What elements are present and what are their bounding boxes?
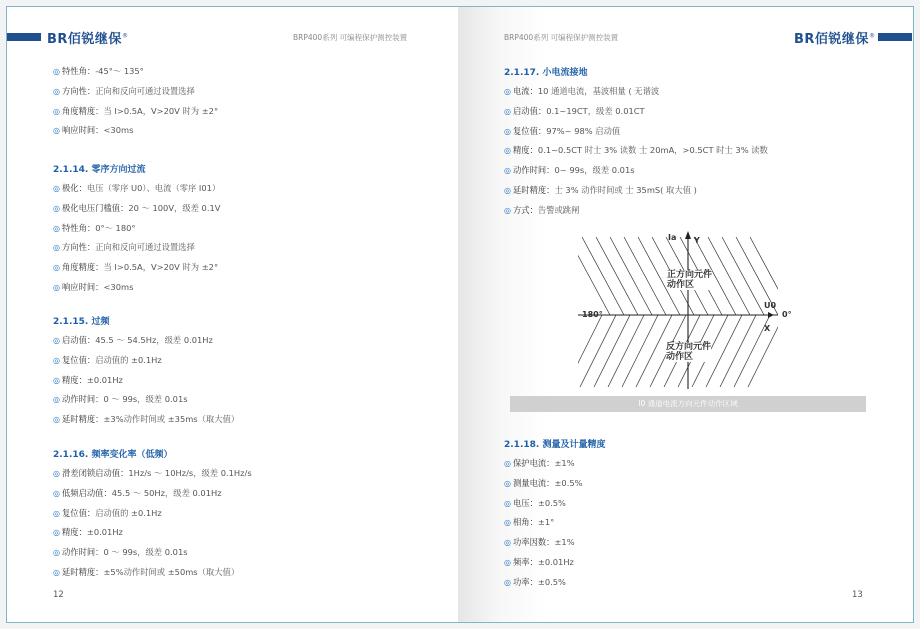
spec-value: 士 3% 动作时间或 士 35mS( 取大值 ) xyxy=(554,185,697,195)
zone-chart xyxy=(578,227,778,392)
spec-value: -45°～ 135° xyxy=(95,66,144,76)
spec-item xyxy=(53,241,195,253)
spec-item xyxy=(53,334,213,346)
spec-item xyxy=(504,497,566,509)
bullet-icon: ◎ xyxy=(504,205,511,215)
spec-value: <30ms xyxy=(103,282,134,292)
spec-item xyxy=(53,487,222,499)
spec-value: ±1% xyxy=(554,458,575,468)
spec-value: 正向和反向可通过设置选择 xyxy=(95,242,195,253)
spec-item xyxy=(53,507,162,519)
hatch-line xyxy=(708,237,750,315)
hatch-line xyxy=(748,315,778,387)
spec-value: <30ms xyxy=(103,125,134,136)
spec-label: 保护电流： xyxy=(512,458,555,468)
spec-value: 10 通道电流，基波相量 ( 无谐波 xyxy=(537,86,660,96)
spec-item xyxy=(53,354,162,366)
hatch-line xyxy=(580,315,616,387)
page-number: 13 xyxy=(852,590,863,600)
bullet-icon: ◎ xyxy=(504,459,511,468)
header-bar xyxy=(7,33,41,41)
hatch-line xyxy=(608,315,644,387)
registered-mark: ® xyxy=(868,32,876,40)
spec-item xyxy=(53,526,123,538)
spec-label: 方向性： xyxy=(61,85,96,96)
spec-label: 相角： xyxy=(512,517,538,528)
spec-label: 精度： xyxy=(61,374,87,385)
spec-value: 0°～ 180° xyxy=(95,222,136,233)
spec-label: 延时精度： xyxy=(61,414,104,425)
hatch-line xyxy=(578,237,610,315)
spec-value: 0 ～ 99s，级差 0.01s xyxy=(103,547,188,558)
spec-item xyxy=(53,413,239,425)
spec-label: 测量电流： xyxy=(512,477,555,488)
spec-value: ±1° xyxy=(537,517,555,528)
spec-item xyxy=(53,467,252,479)
x-label-x: X xyxy=(764,324,771,333)
spec-label: 极化： xyxy=(61,183,87,193)
spec-value: ±0.5% xyxy=(537,576,566,587)
spec-label: 极化电压门槛值： xyxy=(61,202,129,213)
bullet-icon: ◎ xyxy=(53,67,60,76)
spec-item xyxy=(504,164,635,176)
bullet-icon: ◎ xyxy=(504,166,511,176)
spec-item xyxy=(53,65,144,77)
spec-value: ±0.01Hz xyxy=(86,374,123,385)
document-spread xyxy=(6,6,914,623)
spec-value: ±3%动作时间或 ±35ms（取大值） xyxy=(103,414,240,425)
right-page xyxy=(458,7,913,622)
angle-180-label: 180° xyxy=(582,310,603,319)
spec-label: 延时精度： xyxy=(61,567,104,577)
spec-label: 频率： xyxy=(512,557,538,567)
brand-logo xyxy=(794,28,875,47)
spec-value: ±0.01Hz xyxy=(537,557,574,567)
spec-item xyxy=(53,202,220,214)
header-bar xyxy=(878,33,912,41)
spec-label: 方向性： xyxy=(61,242,96,253)
spec-label: 动作时间： xyxy=(61,394,104,405)
bullet-icon: ◎ xyxy=(53,263,60,273)
spec-item xyxy=(504,576,566,588)
bullet-icon: ◎ xyxy=(53,106,60,116)
spec-label: 响应时间： xyxy=(61,125,104,136)
bullet-icon: ◎ xyxy=(53,395,60,405)
spec-value: ±0.01Hz xyxy=(86,527,123,538)
spec-label: 复位值： xyxy=(61,507,96,518)
bullet-icon: ◎ xyxy=(504,126,511,136)
spec-value: 告警或跳闸 xyxy=(537,204,580,215)
spec-value: 启动值的 ±0.1Hz xyxy=(95,354,162,365)
bullet-icon: ◎ xyxy=(53,203,60,213)
spec-value: ±1% xyxy=(554,537,575,548)
spec-label: 电流： xyxy=(512,86,538,96)
bullet-icon: ◎ xyxy=(53,355,60,365)
bullet-icon: ◎ xyxy=(53,86,60,96)
bullet-icon: ◎ xyxy=(53,223,60,233)
bullet-icon: ◎ xyxy=(504,538,511,548)
hatch-line xyxy=(722,237,764,315)
bullet-icon: ◎ xyxy=(504,558,511,567)
section-title: 2.1.16. 频率变化率（低频） xyxy=(53,450,173,460)
direction-zone-diagram xyxy=(578,227,792,396)
logo-mark: BR xyxy=(794,32,815,47)
spec-value: 97%~ 98% 启动值 xyxy=(546,125,621,136)
spec-item xyxy=(504,204,579,216)
spec-value: 正向和反向可通过设置选择 xyxy=(95,85,195,96)
spec-item xyxy=(504,184,697,196)
spec-label: 功率因数： xyxy=(512,537,555,548)
forward-zone-label: 正方向元件 动作区 xyxy=(667,270,713,290)
bullet-icon: ◎ xyxy=(53,375,60,385)
spec-item xyxy=(53,261,218,273)
spec-item xyxy=(53,393,188,405)
spec-value: 0.1~19CT，级差 0.01CT xyxy=(546,105,645,116)
spec-item xyxy=(504,105,645,117)
logo-mark: BR xyxy=(47,32,68,47)
bullet-icon: ◎ xyxy=(53,548,60,558)
section-title: 2.1.18. 测量及计量精度 xyxy=(504,440,606,450)
spec-label: 功率： xyxy=(512,576,538,587)
spec-label: 特性角： xyxy=(61,222,96,233)
reverse-zone-label: 反方向元件 动作区 xyxy=(666,342,712,362)
spec-item xyxy=(53,281,133,293)
spec-label: 电压： xyxy=(512,497,538,508)
bullet-icon: ◎ xyxy=(504,498,511,508)
bullet-icon: ◎ xyxy=(53,568,60,577)
spec-value: ±0.5% xyxy=(554,477,583,488)
hatch-line xyxy=(610,237,652,315)
spec-item xyxy=(504,144,768,156)
spec-label: 低频启动值： xyxy=(61,487,112,498)
spec-item xyxy=(53,124,133,136)
spec-value: 20 ～ 100V，级差 0.1V xyxy=(128,202,221,213)
spec-label: 复位值： xyxy=(61,354,96,365)
spec-label: 角度精度： xyxy=(61,105,104,116)
spec-item xyxy=(504,556,574,568)
spec-value: 启动值的 ±0.1Hz xyxy=(95,507,162,518)
section-title: 2.1.14. 零序方向过流 xyxy=(53,165,146,175)
spec-value: 1Hz/s ～ 10Hz/s，级差 0.1Hz/s xyxy=(128,468,252,478)
bullet-icon: ◎ xyxy=(504,146,511,156)
spec-value: 当 I>0.5A，V>20V 时为 ±2° xyxy=(103,105,219,116)
diagram-caption: I0 通道电流方向元件动作区域 xyxy=(510,396,866,412)
spec-item xyxy=(53,85,195,97)
bullet-icon: ◎ xyxy=(53,469,60,478)
spec-item xyxy=(53,546,188,558)
page-number: 12 xyxy=(53,590,64,600)
spec-value: 0 ～ 99s，级差 0.01s xyxy=(103,394,188,405)
spec-item xyxy=(53,374,123,386)
spec-item xyxy=(504,536,575,548)
bullet-icon: ◎ xyxy=(504,518,511,528)
x-axis-arrow xyxy=(768,312,774,318)
y-axis-arrow xyxy=(685,231,691,239)
spec-value: ±5%动作时间或 ±50ms（取大值） xyxy=(103,567,240,577)
spec-label: 方式： xyxy=(512,204,538,215)
section-title: 2.1.17. 小电流接地 xyxy=(504,68,588,78)
spec-value: 45.5 ～ 50Hz，级差 0.01Hz xyxy=(111,487,222,498)
registered-mark: ® xyxy=(121,32,129,40)
hatch-line xyxy=(720,315,756,387)
spec-value: ±0.5% xyxy=(537,497,566,508)
spec-item xyxy=(504,457,575,469)
spec-item xyxy=(53,182,220,194)
hatch-line xyxy=(578,315,602,387)
bullet-icon: ◎ xyxy=(504,106,511,116)
spec-label: 响应时间： xyxy=(61,282,104,292)
hatch-line xyxy=(596,237,638,315)
hatch-line xyxy=(706,315,742,387)
spec-item xyxy=(504,125,620,137)
y-label-ia: Ia xyxy=(668,233,677,242)
header-series-title: BRP400系列 可编程保护测控装置 xyxy=(504,33,619,42)
hatch-line xyxy=(594,315,630,387)
bullet-icon: ◎ xyxy=(53,508,60,518)
spec-label: 角度精度： xyxy=(61,262,104,273)
spec-label: 滑差闭锁启动值： xyxy=(61,468,129,478)
spec-item xyxy=(504,85,659,97)
spec-label: 动作时间： xyxy=(512,165,555,176)
x-label-u0: U0 xyxy=(764,301,777,310)
spec-item xyxy=(504,516,554,528)
logo-text: 佰锐继保 xyxy=(814,32,869,47)
bullet-icon: ◎ xyxy=(53,126,60,136)
spec-value: 电压（零序 U0）、电流（零序 I01） xyxy=(86,183,221,193)
bullet-icon: ◎ xyxy=(53,528,60,538)
spec-value: 当 I>0.5A，V>20V 时为 ±2° xyxy=(103,262,219,273)
bullet-icon: ◎ xyxy=(504,577,511,587)
section-title: 2.1.15. 过频 xyxy=(53,317,110,327)
spec-label: 动作时间： xyxy=(61,547,104,558)
spec-label: 精度： xyxy=(512,145,538,156)
angle-0-label: 0° xyxy=(782,310,792,319)
bullet-icon: ◎ xyxy=(504,87,511,96)
bullet-icon: ◎ xyxy=(53,243,60,253)
spec-value: 0.1~0.5CT 时士 3% 读数 士 20mA，>0.5CT 时士 3% 读数 xyxy=(537,145,768,156)
hatch-line xyxy=(624,237,666,315)
spec-item xyxy=(53,105,218,117)
header-series-title: BRP400系列 可编程保护测控装置 xyxy=(293,33,408,42)
bullet-icon: ◎ xyxy=(53,415,60,425)
bullet-icon: ◎ xyxy=(53,488,60,498)
y-label-y: Y xyxy=(694,236,700,245)
spec-label: 延时精度： xyxy=(512,185,555,195)
bullet-icon: ◎ xyxy=(53,283,60,292)
spec-item xyxy=(53,566,239,578)
hatch-line xyxy=(622,315,658,387)
logo-text: 佰锐继保 xyxy=(67,32,122,47)
spec-value: 0~ 99s，级差 0.01s xyxy=(554,165,635,176)
spec-label: 启动值： xyxy=(61,335,96,345)
bullet-icon: ◎ xyxy=(53,184,60,193)
left-page xyxy=(7,7,457,622)
spec-label: 精度： xyxy=(61,527,87,538)
hatch-line xyxy=(582,237,624,315)
spec-item xyxy=(53,222,136,234)
bullet-icon: ◎ xyxy=(504,186,511,195)
bullet-icon: ◎ xyxy=(53,336,60,345)
spec-value: 45.5 ～ 54.5Hz，级差 0.01Hz xyxy=(95,335,213,345)
bullet-icon: ◎ xyxy=(504,478,511,488)
spec-item xyxy=(504,477,583,489)
spec-label: 启动值： xyxy=(512,105,547,116)
spec-label: 特性角： xyxy=(61,66,96,76)
spec-label: 复位值： xyxy=(512,125,547,136)
brand-logo xyxy=(47,28,128,47)
